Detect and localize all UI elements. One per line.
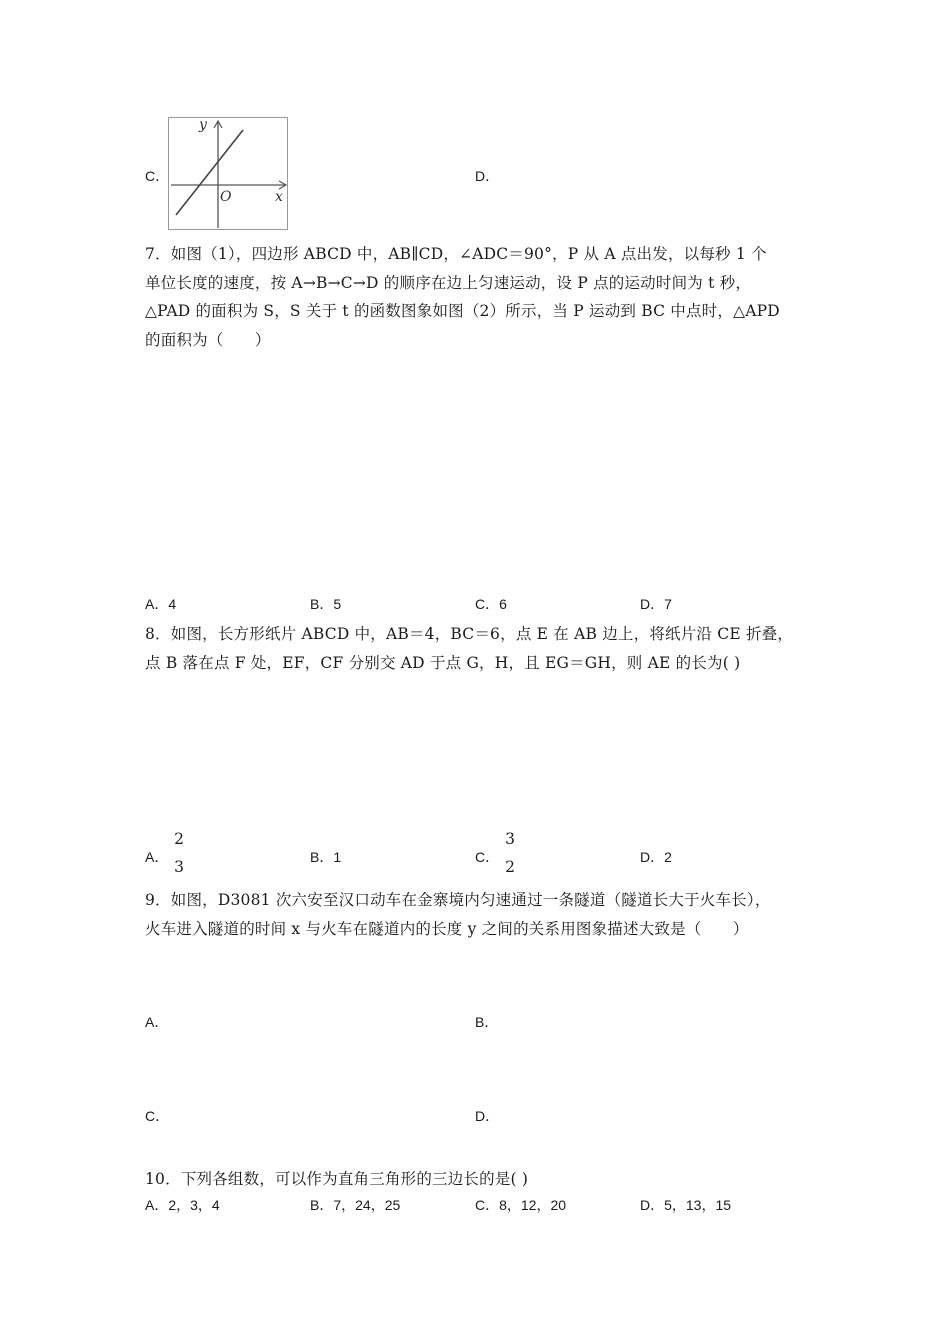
- q9-option-b: B．: [475, 1014, 499, 1030]
- function-line: [176, 130, 243, 215]
- q10-option-c: C．8，12，20: [475, 1197, 567, 1213]
- q7-option-b: B．5: [310, 596, 342, 612]
- q9-option-d: D．: [475, 1108, 500, 1124]
- q9-option-c: C．: [145, 1108, 170, 1124]
- q10-option-d: D．5，13，15: [640, 1197, 732, 1213]
- y-axis-label: y: [199, 118, 207, 133]
- q8-text-line-2: 点 B 落在点 F 处，EF，CF 分别交 AD 于点 G，H，且 EG＝GH，则 AE 的长为( ): [145, 654, 741, 672]
- q10-option-a: A．2，3，4: [145, 1197, 220, 1213]
- x-axis-label: x: [275, 189, 283, 205]
- q8-option-c-label: C．: [475, 849, 500, 865]
- q7-text-line-1: 7．如图（1），四边形 ABCD 中，AB∥CD，∠ADC＝90°，P 从 A 点出发，以每秒 1 个: [145, 245, 767, 263]
- q7-option-c: C．6: [475, 596, 507, 612]
- q9-text-line-2: 火车进入隧道的时间 x 与火车在隧道内的长度 y 之间的关系用图象描述大致是（ ）: [145, 920, 749, 938]
- q9-option-a: A．: [145, 1014, 169, 1030]
- q7-option-d: D．7: [640, 596, 672, 612]
- q8-text-line-1: 8．如图，长方形纸片 ABCD 中，AB＝4，BC＝6，点 E 在 AB 边上，将纸片沿 CE 折叠，: [145, 625, 794, 643]
- q8-option-a-numerator: 2: [174, 830, 184, 848]
- q9-text-line-1: 9．如图，D3081 次六安至汉口动车在金寨境内匀速通过一条隧道（隧道长大于火车长），: [145, 891, 771, 909]
- q6-option-c-label: C．: [145, 168, 170, 184]
- q7-text-line-4: 的面积为（ ）: [145, 331, 271, 349]
- q10-text-line-1: 10．下列各组数，可以作为直角三角形的三边长的是( ): [145, 1170, 529, 1188]
- q8-option-c-numerator: 3: [505, 830, 515, 848]
- q7-text-line-2: 单位长度的速度，按 A→B→C→D 的顺序在边上匀速运动，设 P 点的运动时间为 t 秒，: [145, 274, 752, 292]
- q8-option-a-denominator: 3: [174, 858, 184, 876]
- q10-option-b: B．7，24，25: [310, 1197, 401, 1213]
- linear-function-graph: [169, 118, 289, 231]
- q8-option-c-denominator: 2: [505, 858, 515, 876]
- q8-option-a-label: A．: [145, 849, 169, 865]
- origin-label: O: [220, 189, 232, 205]
- q6-option-c-graph: [168, 117, 288, 230]
- q8-option-b: B．1: [310, 849, 342, 865]
- q6-option-d-label: D．: [475, 168, 500, 184]
- q8-option-d: D．2: [640, 849, 672, 865]
- q7-option-a: A．4: [145, 596, 177, 612]
- q7-text-line-3: △PAD 的面积为 S，S 关于 t 的函数图象如图（2）所示，当 P 运动到 BC 中点时，△APD: [145, 302, 780, 320]
